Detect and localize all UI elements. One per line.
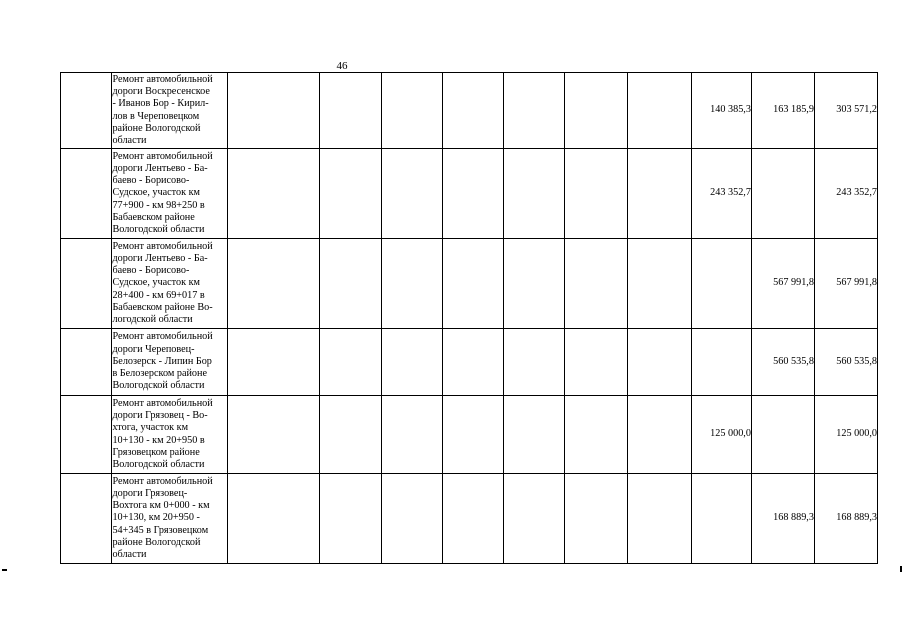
value-year2: 163 185,9: [751, 73, 814, 149]
empty-cell: [227, 396, 319, 474]
empty-cell: [504, 474, 565, 564]
empty-cell: [61, 474, 112, 564]
road-description: Ремонт автомобильной дороги Череповец- Белозерск - Липин Бор в Белозерском районе Вологодской области: [112, 329, 228, 396]
empty-cell: [227, 239, 319, 329]
value-total: 567 991,8: [814, 239, 877, 329]
empty-cell: [320, 149, 382, 239]
empty-cell: [61, 149, 112, 239]
empty-cell: [61, 329, 112, 396]
value-year1: 125 000,0: [692, 396, 752, 474]
empty-cell: [628, 329, 692, 396]
value-total: 303 571,2: [814, 73, 877, 149]
empty-cell: [628, 149, 692, 239]
empty-cell: [382, 329, 443, 396]
empty-cell: [227, 73, 319, 149]
page-number: 46: [336, 60, 348, 72]
table-row: [61, 474, 878, 564]
empty-cell: [565, 474, 628, 564]
empty-cell: [628, 239, 692, 329]
table-row: [61, 239, 878, 329]
road-description: Ремонт автомобильной дороги Лентьево - Ба- баево - Борисово- Судское, участок км 77+900 - км 98+250 в Бабаевском районе Вологодской области: [112, 149, 228, 239]
empty-cell: [565, 73, 628, 149]
value-year2: 168 889,3: [751, 474, 814, 564]
empty-cell: [320, 396, 382, 474]
empty-cell: [443, 149, 504, 239]
empty-cell: [443, 239, 504, 329]
value-total: 168 889,3: [814, 474, 877, 564]
empty-cell: [628, 474, 692, 564]
road-description: Ремонт автомобильной дороги Грязовец- Вохтога км 0+000 - км 10+130, км 20+950 - 54+345 в Грязовецком районе Вологодской области: [112, 474, 228, 564]
empty-cell: [504, 149, 565, 239]
value-year1: 140 385,3: [692, 73, 752, 149]
table-row: [61, 329, 878, 396]
value-year2: [751, 396, 814, 474]
scan-edge-mark-right: [900, 566, 902, 572]
empty-cell: [320, 73, 382, 149]
empty-cell: [443, 474, 504, 564]
road-repair-table: [60, 72, 878, 564]
empty-cell: [565, 396, 628, 474]
road-description: Ремонт автомобильной дороги Грязовец - Во- хтога, участок км 10+130 - км 20+950 в Грязовецком районе Вологодской области: [112, 396, 228, 474]
road-description: Ремонт автомобильной дороги Воскресенское - Иванов Бор - Кирил- лов в Череповецком районе Вологодской области: [112, 73, 228, 149]
scan-edge-mark-left: [2, 569, 7, 571]
empty-cell: [443, 73, 504, 149]
empty-cell: [628, 73, 692, 149]
value-total: 243 352,7: [814, 149, 877, 239]
value-total: 560 535,8: [814, 329, 877, 396]
road-description: Ремонт автомобильной дороги Лентьево - Ба- баево - Борисово- Судское, участок км 28+400 - км 69+017 в Бабаевском районе Во- логодской области: [112, 239, 228, 329]
value-year1: [692, 239, 752, 329]
empty-cell: [61, 73, 112, 149]
empty-cell: [227, 474, 319, 564]
value-year2: 567 991,8: [751, 239, 814, 329]
value-total: 125 000,0: [814, 396, 877, 474]
empty-cell: [382, 239, 443, 329]
value-year1: 243 352,7: [692, 149, 752, 239]
table-row: [61, 73, 878, 149]
table-row: [61, 396, 878, 474]
empty-cell: [382, 73, 443, 149]
empty-cell: [565, 149, 628, 239]
value-year2: [751, 149, 814, 239]
empty-cell: [320, 239, 382, 329]
value-year1: [692, 474, 752, 564]
empty-cell: [61, 396, 112, 474]
empty-cell: [61, 239, 112, 329]
empty-cell: [320, 474, 382, 564]
empty-cell: [227, 329, 319, 396]
value-year1: [692, 329, 752, 396]
empty-cell: [628, 396, 692, 474]
table-row: [61, 149, 878, 239]
value-year2: 560 535,8: [751, 329, 814, 396]
empty-cell: [504, 329, 565, 396]
empty-cell: [443, 329, 504, 396]
empty-cell: [504, 239, 565, 329]
empty-cell: [382, 149, 443, 239]
empty-cell: [504, 73, 565, 149]
empty-cell: [227, 149, 319, 239]
empty-cell: [382, 474, 443, 564]
empty-cell: [565, 239, 628, 329]
empty-cell: [443, 396, 504, 474]
empty-cell: [320, 329, 382, 396]
empty-cell: [504, 396, 565, 474]
empty-cell: [382, 396, 443, 474]
empty-cell: [565, 329, 628, 396]
